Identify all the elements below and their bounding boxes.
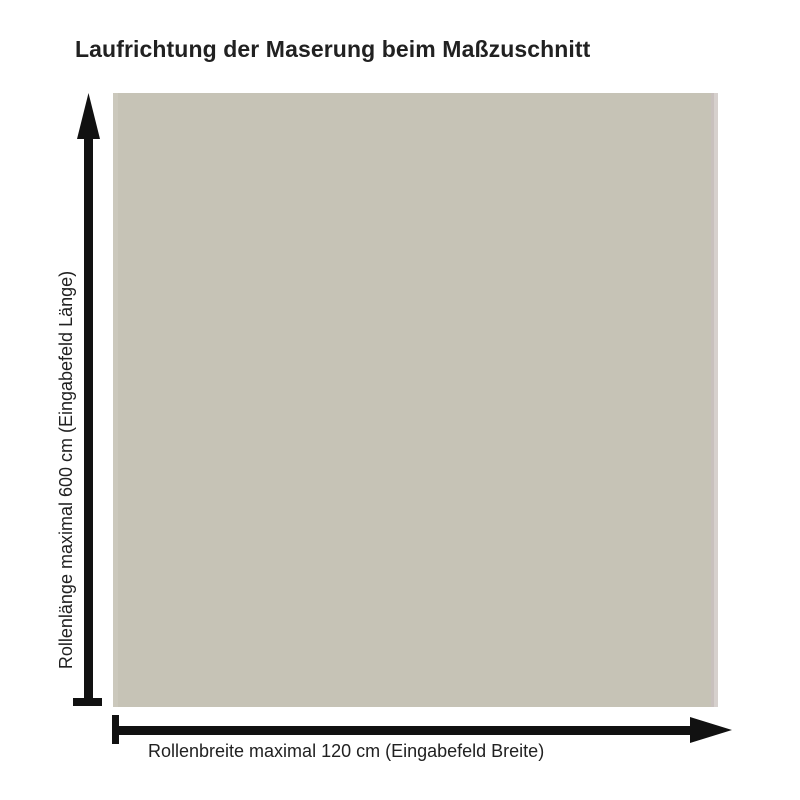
length-axis-label: Rollenlänge maximal 600 cm (Eingabefeld Länge) [56,270,77,670]
arrow-right-base-cap [112,715,119,744]
arrow-up-shaft [84,135,93,700]
arrow-up-head [77,93,100,139]
arrow-right-head [690,717,732,743]
width-axis-label: Rollenbreite maximal 120 cm (Eingabefeld Breite) [148,741,545,761]
arrow-up-base-cap [73,698,102,706]
material-roll-panel [113,93,718,707]
arrow-right-shaft [119,726,694,735]
page-title: Laufrichtung der Maserung beim Maßzuschnitt [75,36,591,62]
